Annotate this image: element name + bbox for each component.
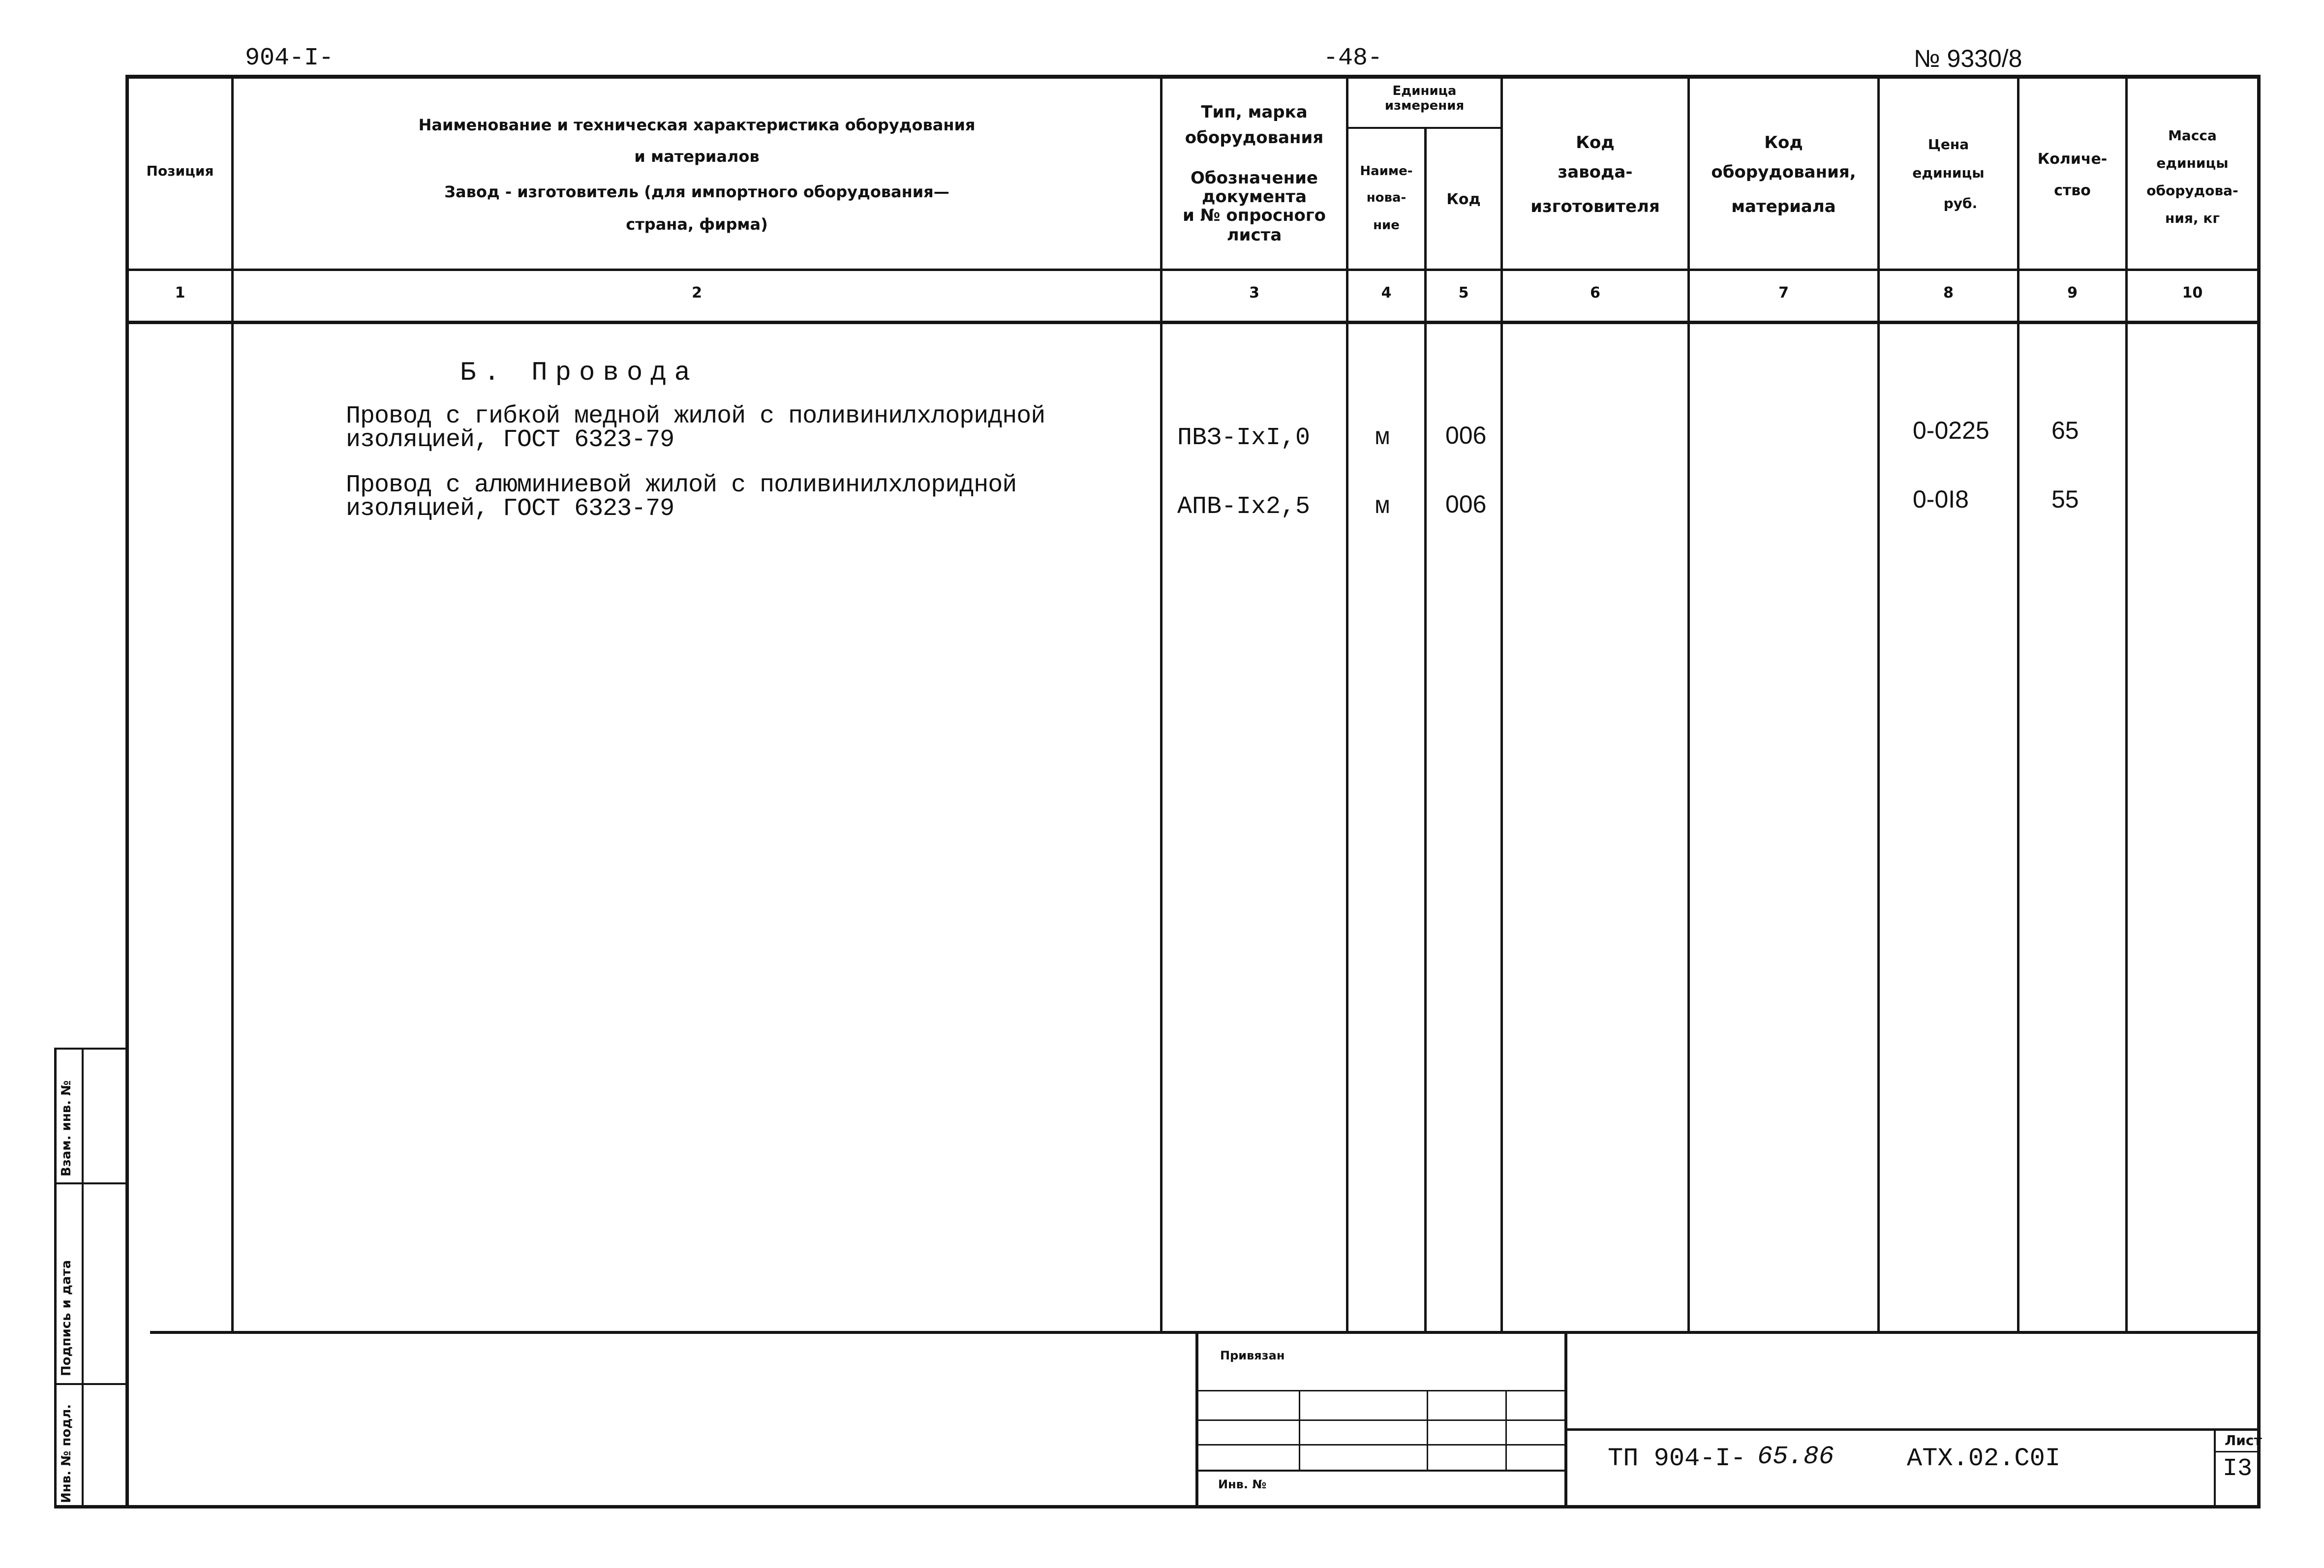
row1-name-line2: изоляцией, ГОСТ 6323-79 <box>346 426 674 454</box>
header-factory-line2: завода- <box>1558 162 1633 182</box>
header-unit-name-line2: нова- <box>1366 190 1407 205</box>
col-number-10: 10 <box>2182 284 2203 302</box>
side-strip-top-line <box>54 1048 128 1050</box>
row2-price: 0-0I8 <box>1913 485 1969 513</box>
stamp-code-top-line <box>1567 1428 2257 1431</box>
header-unit-name-line1: Наиме- <box>1360 164 1413 179</box>
header-type-line3: Обозначение <box>1191 168 1318 188</box>
row2-name-line2: изоляцией, ГОСТ 6323-79 <box>346 495 674 523</box>
stamp-sheet-left-line <box>2214 1428 2216 1505</box>
header-equipment-code-line3: материала <box>1731 197 1836 216</box>
stamp-divider-line <box>1564 1333 1567 1507</box>
row1-price: 0-0225 <box>1913 417 1989 444</box>
side-strip-left-line <box>54 1048 57 1507</box>
header-name-line3: Завод - изготовитель (для импортного оборудования— <box>444 182 949 201</box>
header-type-line5: и № опросного <box>1182 206 1326 225</box>
stamp-row-line-3 <box>1198 1444 1564 1446</box>
header-mass-line1: Масса <box>2168 127 2217 144</box>
row2-type: АПВ-Iх2,5 <box>1177 493 1311 521</box>
header-qty-line1: Количе- <box>2037 151 2108 168</box>
row1-name-line1: Провод с гибкой медной жилой с поливинилхлоридной <box>346 402 1045 430</box>
header-type-line6: листа <box>1226 225 1282 245</box>
col-number-4: 4 <box>1381 284 1392 302</box>
col-sep-5 <box>1500 77 1503 1332</box>
side-label-vzam: Взам. инв. № <box>59 1080 74 1176</box>
stamp-sheet-mid-line <box>2216 1451 2257 1452</box>
header-type-line2: оборудования <box>1185 128 1324 148</box>
header-qty-line2: ство <box>2054 182 2091 199</box>
side-label-signature: Подпись и дата <box>59 1260 74 1376</box>
side-strip-sep-2 <box>54 1383 128 1385</box>
header-type-line1: Тип, марка <box>1201 102 1308 122</box>
series-label: 904-I- <box>245 44 334 72</box>
section-title: Б. Провода <box>460 358 699 388</box>
frame-left-line <box>125 75 129 1508</box>
row2-unit-code: 006 <box>1445 490 1487 518</box>
header-factory-line3: изготовителя <box>1530 197 1660 216</box>
stamp-privyazan: Привязан <box>1220 1349 1285 1362</box>
stamp-inv: Инв. № <box>1218 1478 1267 1491</box>
side-strip-sep-1 <box>54 1182 128 1184</box>
header-unit-name-line3: ние <box>1373 218 1400 233</box>
header-mass-line2: единицы <box>2156 155 2229 171</box>
header-equipment-code-line1: Код <box>1764 133 1803 152</box>
col-number-9: 9 <box>2067 284 2078 302</box>
header-mass-line3: оборудова- <box>2146 182 2238 199</box>
header-price-line2: единицы <box>1912 165 1985 181</box>
stamp-row-line-4 <box>1198 1470 1564 1472</box>
row2-name-line1: Провод с алюминиевой жилой с поливинилхлоридной <box>346 471 1017 499</box>
col-number-6: 6 <box>1590 284 1600 302</box>
header-name-line4: страна, фирма) <box>626 215 768 234</box>
stamp-col-line-2 <box>1427 1390 1428 1472</box>
header-bottom-line <box>125 269 2261 271</box>
stamp-code-suffix: АТХ.02.С0I <box>1907 1444 2061 1473</box>
header-name-line2: и материалов <box>634 147 760 166</box>
col-sep-8 <box>2017 77 2019 1332</box>
stamp-sheet-number: I3 <box>2223 1455 2253 1483</box>
row2-qty: 55 <box>2051 485 2079 513</box>
stamp-code-handwritten: 65.86 <box>1757 1442 1835 1471</box>
header-position: Позиция <box>146 163 214 179</box>
col-sep-3 <box>1346 77 1348 1332</box>
frame-top-line <box>125 75 2261 79</box>
header-type-line4: документа <box>1201 187 1307 207</box>
stamp-row-line-2 <box>1198 1419 1564 1421</box>
frame-bottom-line <box>54 1505 2261 1508</box>
col-number-2: 2 <box>692 284 702 302</box>
col-number-8: 8 <box>1943 284 1954 302</box>
col-sep-9 <box>2125 77 2128 1332</box>
header-factory-line1: Код <box>1576 133 1615 152</box>
row2-unit: м <box>1375 493 1390 521</box>
stamp-code-prefix: ТП 904-I- <box>1608 1444 1746 1473</box>
row1-qty: 65 <box>2051 417 2079 444</box>
stamp-row-line-1 <box>1198 1390 1564 1391</box>
side-label-inv-podl: Инв. № подл. <box>59 1404 74 1503</box>
row1-unit-code: 006 <box>1445 422 1487 449</box>
col-number-5: 5 <box>1458 284 1469 302</box>
col-number-7: 7 <box>1778 284 1789 302</box>
col-sep-7 <box>1877 77 1880 1332</box>
col-sep-1 <box>231 77 234 1332</box>
header-mass-line4: ния, кг <box>2165 210 2220 226</box>
header-equipment-code-line2: оборудования, <box>1711 162 1856 182</box>
col-sep-4 <box>1424 129 1427 1332</box>
stamp-col-line-1 <box>1299 1390 1300 1472</box>
header-unit-group-line2: измерения <box>1384 98 1465 113</box>
header-unit-group-line1: Единица <box>1392 84 1457 98</box>
header-name-line1: Наименование и техническая характеристика оборудования <box>418 116 976 134</box>
row1-unit: м <box>1375 424 1390 452</box>
header-unit-code: Код <box>1446 191 1481 208</box>
col-sep-6 <box>1687 77 1690 1332</box>
table-bottom-line <box>150 1331 2261 1334</box>
col-number-1: 1 <box>175 284 185 302</box>
header-price-line1: Цена <box>1927 136 1969 152</box>
col-sep-2 <box>1160 77 1162 1332</box>
unit-group-line <box>1346 127 1502 129</box>
stamp-sheet-label: Лист <box>2225 1432 2262 1448</box>
stamp-col-line-3 <box>1505 1390 1507 1472</box>
document-number: № 9330/8 <box>1914 45 2022 72</box>
side-strip-mid-line <box>82 1048 84 1507</box>
page-number: -48- <box>1323 44 1383 72</box>
frame-right-line <box>2257 75 2261 1508</box>
header-price-line3: руб. <box>1943 195 1978 211</box>
colnum-bottom-line <box>125 321 2261 324</box>
col-number-3: 3 <box>1249 284 1259 302</box>
row1-type: ПВЗ-IxI,0 <box>1177 424 1311 452</box>
